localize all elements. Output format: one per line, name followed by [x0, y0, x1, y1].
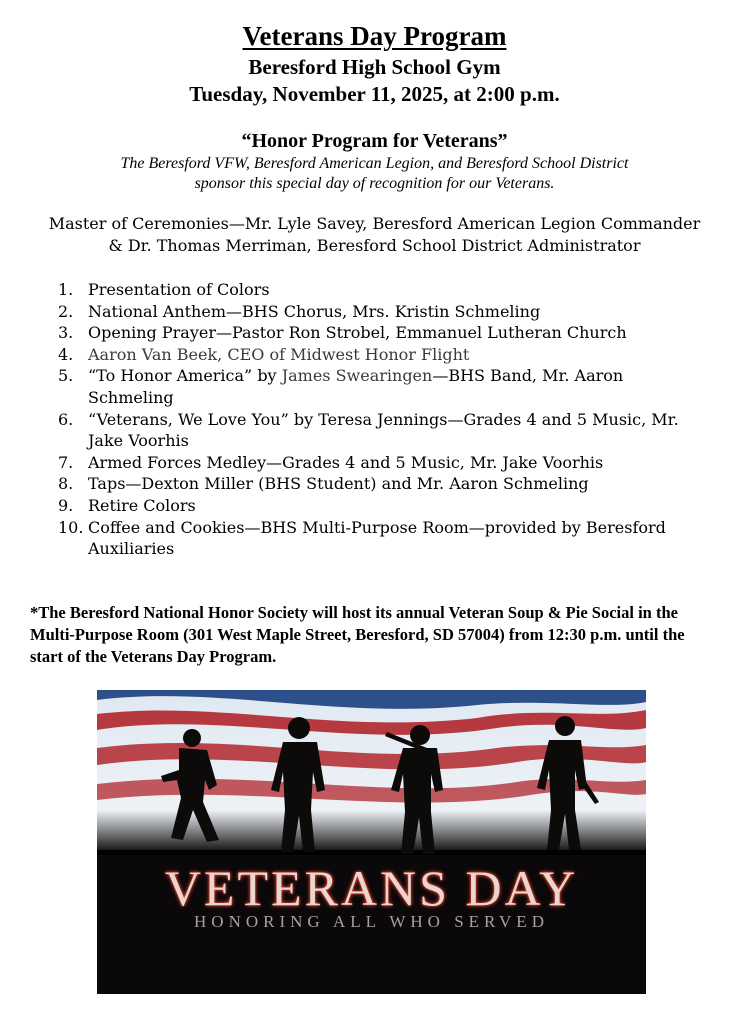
program-item-text: Taps—Dexton Miller (BHS Student) and Mr. Aaron Schmeling — [88, 474, 589, 494]
program-item-number: 10. — [58, 517, 84, 537]
program-item-number: 8. — [58, 474, 74, 494]
program-item-number: 1. — [58, 280, 74, 299]
banner-subtitle: HONORING ALL WHO SERVED — [194, 912, 549, 931]
honor-society-note: *The Beresford National Honor Society will host its annual Veteran Soup & Pie Social in the Multi-Purpose Room (301 West Maple Street, Beresford, SD 57004) from 12:30 p.m. until the start of the Veterans Day Program. — [30, 603, 685, 666]
program-item — [58, 365, 713, 408]
mc-line-1: Master of Ceremonies—Mr. Lyle Savey, Beresford American Legion Commander — [48, 214, 701, 233]
program-item-text-b: James Swearingen — [281, 366, 433, 386]
banner-title: VETERANS DAY — [164, 860, 579, 916]
program-item-text: Retire Colors — [88, 495, 196, 515]
honor-program-title: “Honor Program for Veterans” — [241, 130, 508, 152]
sponsor-line-2: sponsor this special day of recognition for our Veterans. — [194, 175, 555, 192]
program-item-text-c: —BHS Band, Mr. Aaron Schmeling — [88, 366, 624, 407]
mc-line-2: & Dr. Thomas Merriman, Beresford School District Administrator — [108, 236, 641, 255]
program-item-text: Coffee and Cookies—BHS Multi-Purpose Room—provided by Beresford Auxiliaries — [88, 517, 666, 559]
program-item — [58, 517, 713, 560]
page-title: Veterans Day Program — [242, 21, 507, 51]
program-item-number: 5. — [58, 366, 74, 386]
program-item-number: 2. — [58, 301, 74, 321]
program-item — [58, 344, 713, 366]
program-item — [58, 473, 713, 495]
program-item — [58, 409, 713, 452]
program-item-text: “Veterans, We Love You” by Teresa Jennings—Grades 4 and 5 Music, Mr. Jake Voorhis — [88, 409, 679, 451]
veterans-day-banner — [97, 690, 646, 994]
program-item-number: 4. — [58, 344, 74, 364]
program-item-text: Opening Prayer—Pastor Ron Strobel, Emmanuel Lutheran Church — [88, 323, 627, 343]
program-item-text: Aaron Van Beek, CEO of Midwest Honor Flight — [88, 344, 470, 364]
event-datetime: Tuesday, November 11, 2025, at 2:00 p.m. — [189, 82, 560, 106]
program-item — [58, 452, 713, 474]
event-location: Beresford High School Gym — [248, 55, 501, 79]
program-item — [58, 301, 713, 323]
program-item-number: 6. — [58, 409, 74, 429]
program-item-number: 3. — [58, 323, 74, 343]
program-item-number: 7. — [58, 452, 74, 472]
program-item — [58, 279, 713, 301]
program-item-text: National Anthem—BHS Chorus, Mrs. Kristin Schmeling — [88, 301, 541, 321]
banner-artwork — [97, 690, 646, 994]
sponsor-text — [40, 154, 709, 194]
program-item-text-a: “To Honor America” by — [88, 366, 282, 386]
program-item-text: Armed Forces Medley—Grades 4 and 5 Music, Mr. Jake Voorhis — [88, 452, 604, 472]
program-item — [58, 495, 713, 517]
program-item — [58, 322, 713, 344]
program-item-number: 9. — [58, 495, 74, 515]
program-list — [58, 279, 713, 560]
program-item-text: Presentation of Colors — [88, 280, 270, 299]
master-of-ceremonies — [20, 213, 729, 257]
sponsor-line-1: The Beresford VFW, Beresford American Legion, and Beresford School District — [120, 155, 629, 172]
